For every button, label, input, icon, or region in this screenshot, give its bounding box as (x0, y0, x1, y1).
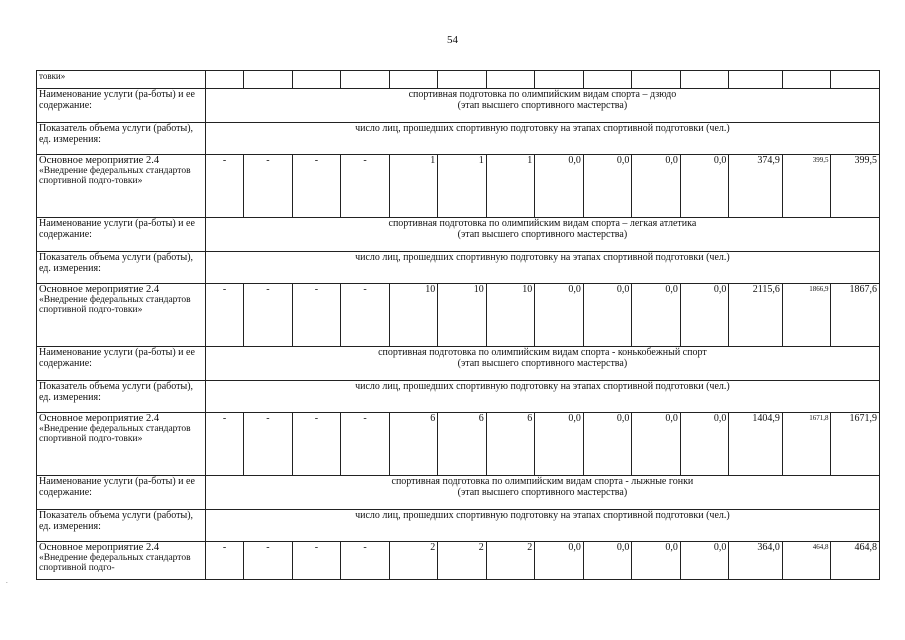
service-label: Наименование услуги (ра-боты) и ее содержание: (37, 218, 206, 252)
indicator-text: число лиц, прошедших спортивную подготовку на этапах спортивной подготовки (чел.) (205, 123, 879, 155)
activity-title: Основное мероприятие 2.4 (39, 542, 160, 553)
service-row (37, 89, 880, 123)
service-description (205, 476, 879, 510)
activity-description: «Внедрение федеральных стандартов спортивной подго-товки» (39, 295, 191, 315)
activity-row (37, 542, 880, 580)
value-cell: 1671,8 (782, 413, 831, 476)
indicator-label: Показатель объема услуги (работы), ед. измерения: (37, 381, 206, 413)
value-cell: 399,5 (782, 155, 831, 218)
activity-title: Основное мероприятие 2.4 (39, 155, 160, 166)
value-cell: 2 (438, 542, 487, 580)
activity-label (37, 155, 206, 218)
indicator-row (37, 510, 880, 542)
value-cell: - (244, 542, 293, 580)
top-fragment-label: товки» (37, 71, 206, 89)
value-cell: 6 (389, 413, 438, 476)
service-stage: (этап высшего спортивного мастерства) (457, 100, 628, 111)
value-cell: 0,0 (535, 542, 584, 580)
service-description (205, 89, 879, 123)
indicator-text: число лиц, прошедших спортивную подготовку на этапах спортивной подготовки (чел.) (205, 252, 879, 284)
value-cell: - (205, 413, 243, 476)
value-cell: 2115,6 (729, 284, 783, 347)
indicator-label: Показатель объема услуги (работы), ед. измерения: (37, 123, 206, 155)
value-cell: 10 (438, 284, 487, 347)
activity-row (37, 155, 880, 218)
value-cell: 0,0 (632, 284, 681, 347)
value-cell: 399,5 (831, 155, 880, 218)
service-stage: (этап высшего спортивного мастерства) (457, 358, 628, 369)
value-cell: 1866,9 (782, 284, 831, 347)
service-description (205, 347, 879, 381)
service-stage: (этап высшего спортивного мастерства) (457, 487, 628, 498)
value-cell: 364,0 (729, 542, 783, 580)
value-cell: - (341, 542, 390, 580)
service-name: спортивная подготовка по олимпийским видам спорта – легкая атлетика (388, 218, 697, 229)
indicator-text: число лиц, прошедших спортивную подготовку на этапах спортивной подготовки (чел.) (205, 510, 879, 542)
activity-label (37, 542, 206, 580)
value-cell: - (205, 155, 243, 218)
value-cell: 0,0 (680, 284, 729, 347)
value-cell: 0,0 (535, 413, 584, 476)
service-row (37, 347, 880, 381)
service-label: Наименование услуги (ра-боты) и ее содержание: (37, 347, 206, 381)
value-cell: - (341, 155, 390, 218)
value-cell: - (292, 542, 341, 580)
value-cell: - (205, 284, 243, 347)
margin-mark: . (6, 577, 8, 585)
value-cell: 0,0 (680, 413, 729, 476)
value-cell: 0,0 (583, 413, 632, 476)
service-stage: (этап высшего спортивного мастерства) (457, 229, 628, 240)
indicator-row (37, 381, 880, 413)
indicator-label: Показатель объема услуги (работы), ед. измерения: (37, 510, 206, 542)
value-cell: - (341, 284, 390, 347)
page-number: 54 (447, 34, 458, 46)
value-cell: - (244, 155, 293, 218)
value-cell: - (244, 284, 293, 347)
value-cell: - (244, 413, 293, 476)
value-cell: 1671,9 (831, 413, 880, 476)
table-body (37, 71, 880, 580)
value-cell: 0,0 (632, 542, 681, 580)
indicator-row (37, 252, 880, 284)
value-cell: 2 (389, 542, 438, 580)
value-cell: 0,0 (583, 155, 632, 218)
value-cell: 464,8 (782, 542, 831, 580)
activity-label (37, 284, 206, 347)
service-label: Наименование услуги (ра-боты) и ее содержание: (37, 476, 206, 510)
service-description (205, 218, 879, 252)
value-cell: 0,0 (632, 155, 681, 218)
value-cell: - (292, 413, 341, 476)
value-cell: 1404,9 (729, 413, 783, 476)
indicator-label: Показатель объема услуги (работы), ед. измерения: (37, 252, 206, 284)
value-cell: 0,0 (680, 155, 729, 218)
value-cell: 6 (438, 413, 487, 476)
value-cell: 1 (438, 155, 487, 218)
value-cell: 10 (486, 284, 535, 347)
activity-description: «Внедрение федеральных стандартов спортивной подго-товки» (39, 166, 191, 186)
value-cell: 6 (486, 413, 535, 476)
value-cell: 0,0 (535, 284, 584, 347)
value-cell: 0,0 (632, 413, 681, 476)
activity-description: «Внедрение федеральных стандартов спортивной подго- (39, 553, 191, 573)
activity-row (37, 413, 880, 476)
service-row (37, 218, 880, 252)
value-cell: 0,0 (583, 542, 632, 580)
value-cell: - (292, 284, 341, 347)
service-name: спортивная подготовка по олимпийским видам спорта - конькобежный спорт (378, 347, 707, 358)
service-row (37, 476, 880, 510)
indicator-text: число лиц, прошедших спортивную подготовку на этапах спортивной подготовки (чел.) (205, 381, 879, 413)
service-label: Наименование услуги (ра-боты) и ее содержание: (37, 89, 206, 123)
value-cell: - (292, 155, 341, 218)
services-table (36, 70, 880, 580)
value-cell: 0,0 (583, 284, 632, 347)
value-cell: 2 (486, 542, 535, 580)
value-cell: 1867,6 (831, 284, 880, 347)
value-cell: - (205, 542, 243, 580)
service-name: спортивная подготовка по олимпийским видам спорта – дзюдо (408, 89, 677, 100)
value-cell: 374,9 (729, 155, 783, 218)
indicator-row (37, 123, 880, 155)
value-cell: 1 (486, 155, 535, 218)
top-fragment-row (37, 71, 880, 89)
value-cell: 0,0 (535, 155, 584, 218)
value-cell: 1 (389, 155, 438, 218)
activity-title: Основное мероприятие 2.4 (39, 284, 160, 295)
activity-description: «Внедрение федеральных стандартов спортивной подго-товки» (39, 424, 191, 444)
value-cell: 10 (389, 284, 438, 347)
value-cell: - (341, 413, 390, 476)
activity-title: Основное мероприятие 2.4 (39, 413, 160, 424)
value-cell: 464,8 (831, 542, 880, 580)
activity-row (37, 284, 880, 347)
value-cell: 0,0 (680, 542, 729, 580)
activity-label (37, 413, 206, 476)
service-name: спортивная подготовка по олимпийским видам спорта - лыжные гонки (391, 476, 694, 487)
